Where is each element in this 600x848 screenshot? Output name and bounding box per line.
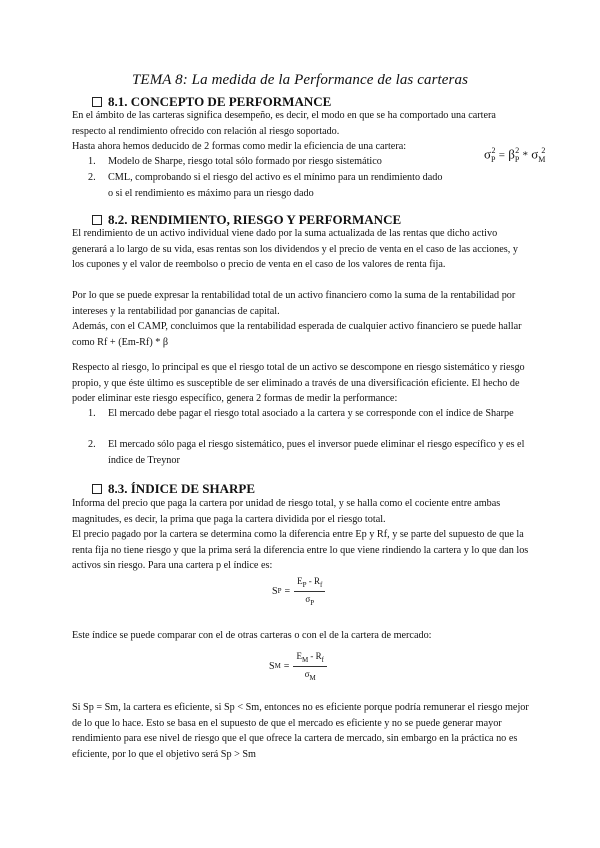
list-item <box>88 154 448 170</box>
paragraph: Hasta ahora hemos deducido de 2 formas como medir la eficiencia de una cartera: <box>72 141 407 152</box>
formula-sub: M <box>538 154 546 164</box>
formula-sup: 2 <box>541 146 546 155</box>
section-heading-8-3 <box>92 481 255 497</box>
section-heading-text: 8.3. ÍNDICE DE SHARPE <box>108 481 255 496</box>
paragraph: Si Sp = Sm, la cartera es eficiente, si Sp < Sm, entonces no es eficiente porque podría remunerar el riesgo mejor de lo que lo hace. Esto se basa en el supuesto de que el mercado es eficiente y no se puede generar mayor rendimiento para ese nivel de riesgo que el que ofrece la cartera de mercado, sin embargo en la práctica no es eficiente, por lo que el objetivo será Sp > Sm <box>72 702 529 760</box>
formula-sub: P <box>310 598 315 607</box>
formula-sub: f <box>321 655 325 664</box>
paragraph: Este índice se puede comparar con el de otras carteras o con el de la cartera de mercado: <box>72 630 432 641</box>
formula-sub: M <box>301 655 309 664</box>
formula-denominator <box>305 667 316 682</box>
formula-numerator <box>293 651 327 667</box>
list-text: CML, comprobando si el riesgo del activo es el mínimo para un rendimiento dado o si el rendimiento es máximo para un riesgo dado <box>108 172 443 199</box>
page-title: TEMA 8: La medida de la Performance de las carteras <box>131 72 469 88</box>
formula-symbol: σ <box>305 593 311 604</box>
paragraph: Respecto al riesgo, lo principal es que el riesgo total de un activo se descompone en riesgo sistemático y riesgo propio, y que éste último es susceptible de ser eliminado a través de una diversificación eficiente. El hecho de poder eliminar este riesgo específico, genera 2 formas de medir la performance: <box>72 362 525 404</box>
paragraph: El precio pagado por la cartera se determina como la diferencia entre Ep y Rf, y se parte del supuesto de que la renta fija no tiene riesgo y que la prima será la diferencia entre lo que viene rindiendo la cartera y lo que dan los activos sin riesgo. Para una cartera p el índice es: <box>72 529 529 571</box>
formula-sub: P <box>277 587 282 596</box>
list-number: 1. <box>88 408 96 419</box>
formula-numerator <box>294 576 325 592</box>
formula-symbol: - R <box>308 576 321 586</box>
section-heading-text: 8.1. CONCEPTO DE PERFORMANCE <box>108 94 332 109</box>
formula-eq: = <box>498 149 505 162</box>
list-number: 1. <box>88 156 96 167</box>
formula-fraction <box>293 651 327 682</box>
formula-total-risk <box>484 146 545 164</box>
formula-symbol: E <box>296 651 302 661</box>
list-number: 2. <box>88 172 96 183</box>
formula-symbol: σ <box>304 668 310 679</box>
formula-symbol: β <box>508 146 515 162</box>
formula-sub: f <box>320 580 323 589</box>
list-text: Modelo de Sharpe, riesgo total sólo formado por riesgo sistemático <box>108 156 382 167</box>
formula-denominator <box>305 592 314 607</box>
checkbox-icon <box>92 97 102 107</box>
formula-sub: P <box>491 154 496 164</box>
formula-sub: P <box>302 580 307 589</box>
list-item <box>88 437 530 468</box>
checkbox-icon <box>92 484 102 494</box>
formula-sup: 2 <box>515 146 520 155</box>
list-item <box>88 406 530 422</box>
formula-sharpe-market <box>269 651 327 682</box>
paragraph: En el ámbito de las carteras significa desempeño, es decir, el modo en que se ha comportado una cartera respecto al rendimiento ofrecido con relación al riesgo soportado. <box>72 110 496 137</box>
formula-sub: P <box>514 154 520 164</box>
formula-eq: = <box>283 660 290 672</box>
formula-eq: = <box>284 585 291 597</box>
formula-sup: 2 <box>491 146 496 155</box>
formula-symbol: S <box>272 585 278 597</box>
paragraph: Por lo que se puede expresar la rentabilidad total de un activo financiero como la suma de la rentabilidad por intereses y la rentabilidad por ganancias de capital. <box>72 290 516 317</box>
section-heading-text: 8.2. RENDIMIENTO, RIESGO Y PERFORMANCE <box>108 212 402 227</box>
formula-sub: M <box>309 673 316 682</box>
formula-fraction <box>294 576 325 607</box>
formula-times: * <box>522 149 529 162</box>
list-text: El mercado debe pagar el riesgo total asociado a la cartera y se corresponde con el índice de Sharpe <box>108 408 514 419</box>
formula-symbol: S <box>269 660 275 672</box>
paragraph: Informa del precio que paga la cartera por unidad de riesgo total, y se halla como el cociente entre ambas magnitudes, es decir, la prima que paga la cartera dividida por el riesgo total. <box>72 498 501 525</box>
formula-symbol: σ <box>484 146 492 162</box>
list-item <box>88 170 448 201</box>
formula-symbol: σ <box>531 146 539 162</box>
formula-sharpe-portfolio <box>272 576 325 607</box>
list-text: El mercado sólo paga el riesgo sistemático, pues el inversor puede eliminar el riesgo específico y es el índice de Treynor <box>108 439 525 466</box>
checkbox-icon <box>92 215 102 225</box>
formula-symbol: - R <box>310 651 322 661</box>
paragraph: Además, con el CAMP, concluimos que la rentabilidad esperada de cualquier activo financiero se puede hallar como Rf + (Em-Rf) * β <box>72 321 522 348</box>
paragraph: El rendimiento de un activo individual viene dado por la suma actualizada de las rentas que dicho activo generará a lo largo de su vida, esas rentas son los dividendos y el precio de venta en el caso de las acciones, y los cupones y el valor de reembolso o precio de venta en el caso de los valores de renta fija. <box>72 228 518 270</box>
formula-sub: M <box>274 662 281 671</box>
formula-symbol: E <box>297 576 303 586</box>
list-number: 2. <box>88 439 96 450</box>
